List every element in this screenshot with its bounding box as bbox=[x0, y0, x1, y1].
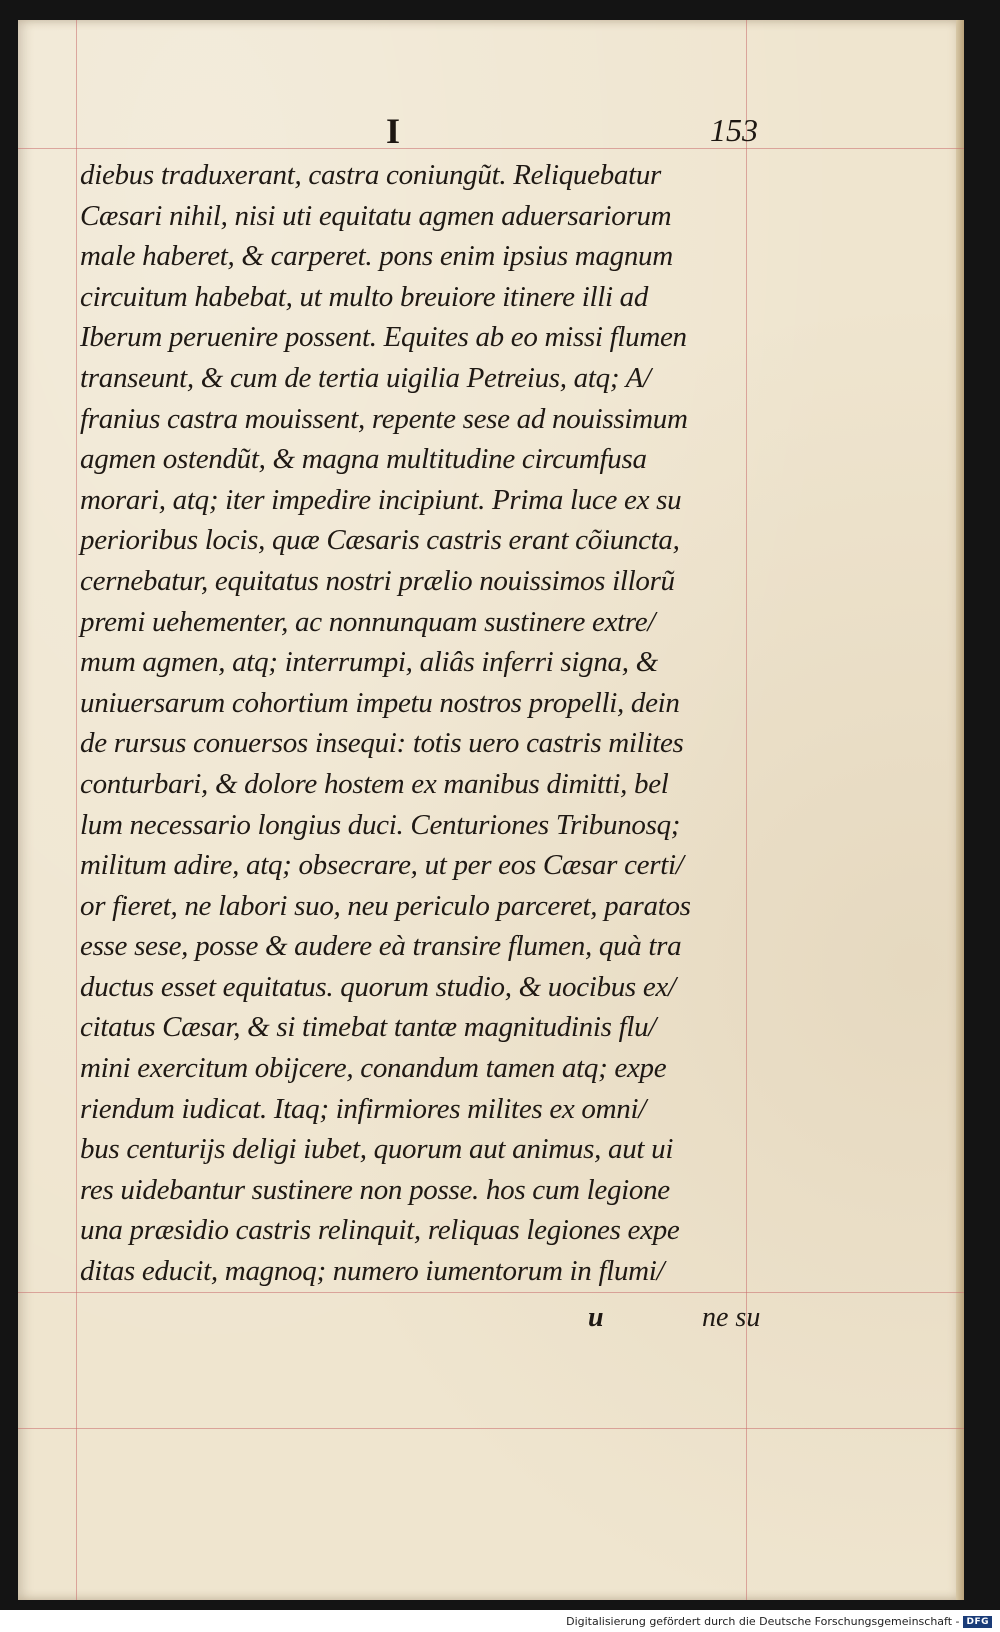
text-line: agmen ostendũt, & magna multitudine circumfusa bbox=[80, 443, 647, 476]
catchword: ne su bbox=[702, 1302, 761, 1333]
text-line: conturbari, & dolore hostem ex manibus dimitti, bel bbox=[80, 767, 669, 800]
text-line: res uidebantur sustinere non posse. hos cum legione bbox=[80, 1173, 670, 1206]
text-line: riendum iudicat. Itaq; infirmiores milites ex omni/ bbox=[80, 1092, 646, 1125]
text-line: lum necessario longius duci. Centuriones Tribunosq; bbox=[80, 808, 681, 841]
page-footer bbox=[80, 1302, 780, 1342]
ruled-line-left bbox=[76, 20, 77, 1600]
dfg-logo: DFG bbox=[963, 1616, 992, 1628]
text-line: perioribus locis, quæ Cæsaris castris erant cõiuncta, bbox=[80, 524, 680, 557]
text-line: male haberet, & carperet. pons enim ipsius magnum bbox=[80, 240, 673, 273]
text-line: cernebatur, equitatus nostri prælio nouissimos illorũ bbox=[80, 564, 675, 597]
text-line: citatus Cæsar, & si timebat tantæ magnitudinis flu/ bbox=[80, 1011, 657, 1044]
text-line: or fieret, ne labori suo, neu periculo parceret, paratos bbox=[80, 889, 691, 922]
signature-mark: u bbox=[588, 1302, 604, 1333]
credit-text: Digitalisierung gefördert durch die Deutsche Forschungsgemeinschaft - bbox=[566, 1615, 960, 1628]
text-line: una præsidio castris relinquit, reliquas legiones expe bbox=[80, 1214, 680, 1247]
ruled-line-bottom bbox=[18, 1292, 964, 1293]
digitization-credit bbox=[566, 1615, 992, 1628]
text-line: de rursus conuersos insequi: totis uero castris milites bbox=[80, 727, 684, 760]
text-line: esse sese, posse & audere eà transire flumen, quà tra bbox=[80, 930, 682, 963]
text-line: Cæsari nihil, nisi uti equitatu agmen aduersariorum bbox=[80, 199, 672, 232]
text-line: diebus traduxerant, castra coniungũt. Reliquebatur bbox=[80, 159, 662, 191]
folio-number: 153 bbox=[710, 112, 758, 148]
text-line: mum agmen, atq; interrumpi, aliâs inferri signa, & bbox=[80, 646, 658, 679]
text-line: premi uehementer, ac nonnunquam sustinere extre/ bbox=[80, 605, 656, 638]
text-line: Iberum peruenire possent. Equites ab eo missi flumen bbox=[80, 321, 687, 354]
text-line: transeunt, & cum de tertia uigilia Petreius, atq; A/ bbox=[80, 361, 651, 394]
text-line: franius castra mouissent, repente sese ad nouissimum bbox=[80, 402, 688, 435]
page-edge bbox=[956, 20, 964, 1600]
quire-mark: I bbox=[386, 111, 401, 151]
text-line: ductus esset equitatus. quorum studio, & uocibus ex/ bbox=[80, 970, 676, 1003]
text-line: ditas educit, magnoq; numero iumentorum in flumi/ bbox=[80, 1255, 665, 1288]
ruled-line-footer bbox=[18, 1428, 964, 1429]
text-line: bus centurijs deligi iubet, quorum aut animus, aut ui bbox=[80, 1133, 674, 1166]
text-line: mini exercitum obijcere, conandum tamen atq; expe bbox=[80, 1052, 667, 1085]
text-line: circuitum habebat, ut multo breuiore itinere illi ad bbox=[80, 280, 649, 313]
text-line: morari, atq; iter impedire incipiunt. Prima luce ex su bbox=[80, 483, 682, 516]
body-text bbox=[80, 155, 780, 1292]
text-line: militum adire, atq; obsecrare, ut per eos Cæsar certi/ bbox=[80, 849, 684, 882]
page-header bbox=[78, 110, 778, 160]
book-page bbox=[18, 20, 964, 1600]
text-line: uniuersarum cohortium impetu nostros propelli, dein bbox=[80, 686, 680, 719]
